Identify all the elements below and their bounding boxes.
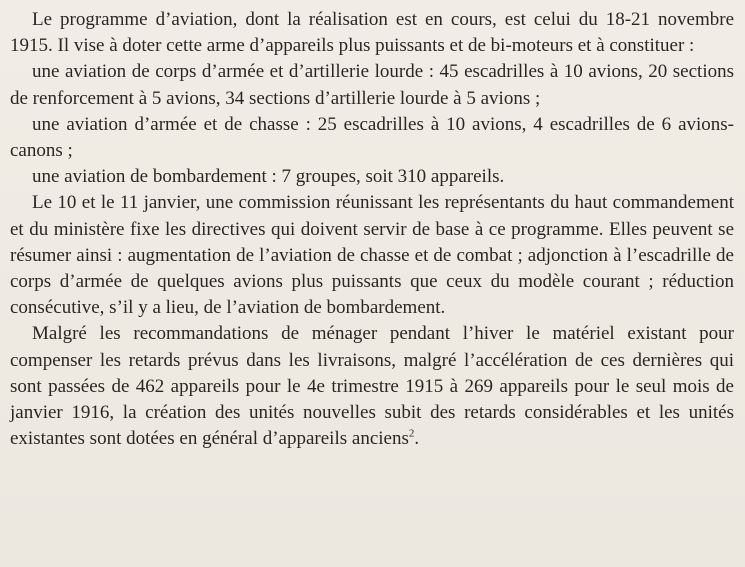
- paragraph-bomber-aviation: une aviation de bombardement : 7 groupes, soit 310 appareils.: [32, 166, 505, 188]
- paragraph-deliveries-text: Malgré les recommandations de ménager pendant l’hiver le matériel existant pour compenser les retards prévus dans les livraisons, malgré l’accélération de ces dernières qui sont passées de 462 appareils pour le 4e trimestre 1915 à 269 appareils pour le seul mois de janvier 1916, la création des unités nouvelles subit des retards considérables et les unités existantes sont dotées en général d’appareils anciens: [10, 323, 734, 450]
- sentence-end: .: [414, 428, 420, 450]
- paragraph-commission-directives: Le 10 et le 11 janvier, une commission réunissant les représentants du haut commandement et du ministère fixe les directives qui doivent servir de base à ce programme. Elles peuvent se résumer ainsi : augmentation de l’aviation de chasse et de combat ; adjonction à l’escadrille de corps d’armée de quelques avions plus puissants que ceux du modèle courant ; réduction consécutive, s’il y a lieu, de l’aviation de bombardement.: [10, 192, 734, 319]
- paragraph-program-intro: Le programme d’aviation, dont la réalisation est en cours, est celui du 18-21 novembre 1915. Il vise à doter cette arme d’appareils plus puissants et de bi-moteurs et à constituer :: [10, 9, 734, 57]
- paragraph-deliveries-delays: [10, 321, 734, 452]
- paragraph-army-fighter-aviation: une aviation d’armée et de chasse : 25 escadrilles à 10 avions, 4 escadrilles de 6 avions-canons ;: [10, 113, 734, 162]
- paragraph-corps-aviation: une aviation de corps d’armée et d’artillerie lourde : 45 escadrilles à 10 avions, 20 sections de renforcement à 5 avions, 34 sections d’artillerie lourde à 5 avions ;: [10, 61, 734, 109]
- footnote-marker: 2: [408, 427, 415, 440]
